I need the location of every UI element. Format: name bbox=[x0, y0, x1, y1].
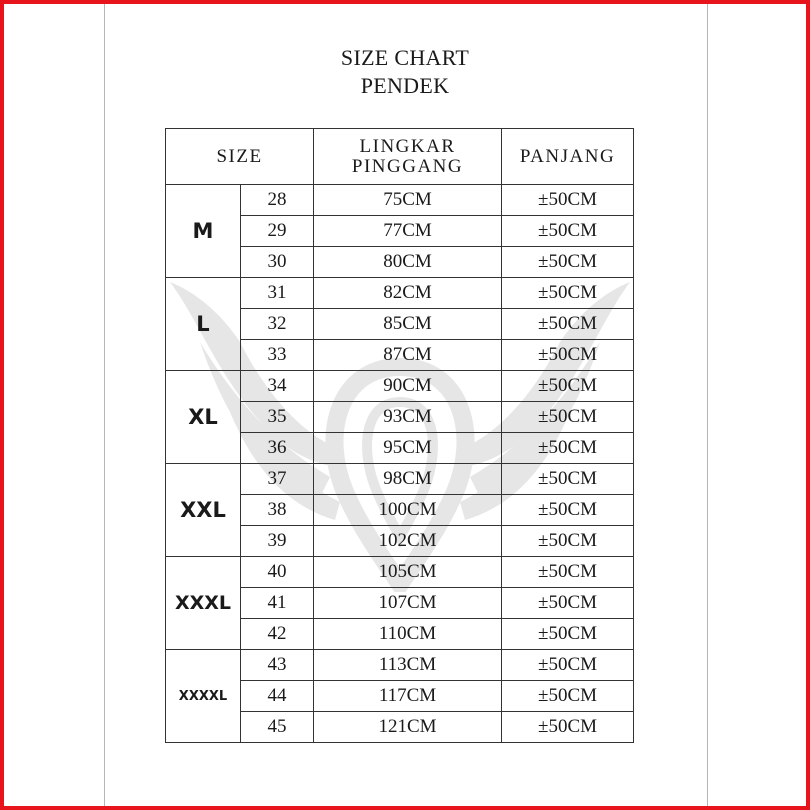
header-waist-line1: LINGKAR bbox=[359, 135, 456, 157]
table-row bbox=[166, 464, 634, 495]
length-cell: ±50CM bbox=[502, 433, 634, 464]
size-group-label: XXXL bbox=[166, 557, 241, 650]
waist-cell: 85CM bbox=[314, 309, 502, 340]
title-line-1: SIZE CHART bbox=[340, 45, 470, 70]
header-waist bbox=[314, 129, 502, 185]
waist-cell: 110CM bbox=[314, 619, 502, 650]
size-number-cell: 29 bbox=[241, 216, 314, 247]
length-cell: ±50CM bbox=[502, 247, 634, 278]
size-number-cell: 35 bbox=[241, 402, 314, 433]
waist-cell: 107CM bbox=[314, 588, 502, 619]
length-cell: ±50CM bbox=[502, 650, 634, 681]
table-row bbox=[166, 650, 634, 681]
size-group-label: XXXXL bbox=[166, 650, 241, 743]
length-cell: ±50CM bbox=[502, 309, 634, 340]
size-group-label: M bbox=[166, 185, 241, 278]
length-cell: ±50CM bbox=[502, 619, 634, 650]
waist-cell: 80CM bbox=[314, 247, 502, 278]
title-line-2: PENDEK bbox=[360, 73, 450, 98]
length-cell: ±50CM bbox=[502, 216, 634, 247]
size-group-label: XL bbox=[166, 371, 241, 464]
table-row bbox=[166, 557, 634, 588]
size-chart-table bbox=[165, 128, 634, 743]
length-cell: ±50CM bbox=[502, 371, 634, 402]
length-cell: ±50CM bbox=[502, 712, 634, 743]
header-row bbox=[166, 129, 634, 185]
size-number-cell: 38 bbox=[241, 495, 314, 526]
waist-cell: 102CM bbox=[314, 526, 502, 557]
waist-cell: 82CM bbox=[314, 278, 502, 309]
length-cell: ±50CM bbox=[502, 588, 634, 619]
waist-cell: 117CM bbox=[314, 681, 502, 712]
header-waist-line2: PINGGANG bbox=[351, 155, 464, 177]
size-group-label: XXL bbox=[166, 464, 241, 557]
length-cell: ±50CM bbox=[502, 526, 634, 557]
size-number-cell: 37 bbox=[241, 464, 314, 495]
waist-cell: 93CM bbox=[314, 402, 502, 433]
length-cell: ±50CM bbox=[502, 464, 634, 495]
size-number-cell: 42 bbox=[241, 619, 314, 650]
size-number-cell: 45 bbox=[241, 712, 314, 743]
waist-cell: 105CM bbox=[314, 557, 502, 588]
size-number-cell: 40 bbox=[241, 557, 314, 588]
waist-cell: 95CM bbox=[314, 433, 502, 464]
header-size: SIZE bbox=[166, 129, 314, 185]
length-cell: ±50CM bbox=[502, 681, 634, 712]
size-number-cell: 41 bbox=[241, 588, 314, 619]
waist-cell: 98CM bbox=[314, 464, 502, 495]
size-number-cell: 28 bbox=[241, 185, 314, 216]
length-cell: ±50CM bbox=[502, 557, 634, 588]
chart-title bbox=[0, 44, 810, 100]
length-cell: ±50CM bbox=[502, 402, 634, 433]
length-cell: ±50CM bbox=[502, 278, 634, 309]
waist-cell: 113CM bbox=[314, 650, 502, 681]
size-number-cell: 39 bbox=[241, 526, 314, 557]
header-length: PANJANG bbox=[502, 129, 634, 185]
waist-cell: 75CM bbox=[314, 185, 502, 216]
size-group-label: L bbox=[166, 278, 241, 371]
size-number-cell: 33 bbox=[241, 340, 314, 371]
length-cell: ±50CM bbox=[502, 185, 634, 216]
length-cell: ±50CM bbox=[502, 495, 634, 526]
waist-cell: 90CM bbox=[314, 371, 502, 402]
size-number-cell: 44 bbox=[241, 681, 314, 712]
waist-cell: 77CM bbox=[314, 216, 502, 247]
size-number-cell: 30 bbox=[241, 247, 314, 278]
size-number-cell: 32 bbox=[241, 309, 314, 340]
size-number-cell: 36 bbox=[241, 433, 314, 464]
waist-cell: 121CM bbox=[314, 712, 502, 743]
table-row bbox=[166, 185, 634, 216]
waist-cell: 100CM bbox=[314, 495, 502, 526]
size-number-cell: 34 bbox=[241, 371, 314, 402]
table-row bbox=[166, 371, 634, 402]
length-cell: ±50CM bbox=[502, 340, 634, 371]
size-number-cell: 31 bbox=[241, 278, 314, 309]
table-body bbox=[166, 185, 634, 743]
size-number-cell: 43 bbox=[241, 650, 314, 681]
table-row bbox=[166, 278, 634, 309]
waist-cell: 87CM bbox=[314, 340, 502, 371]
